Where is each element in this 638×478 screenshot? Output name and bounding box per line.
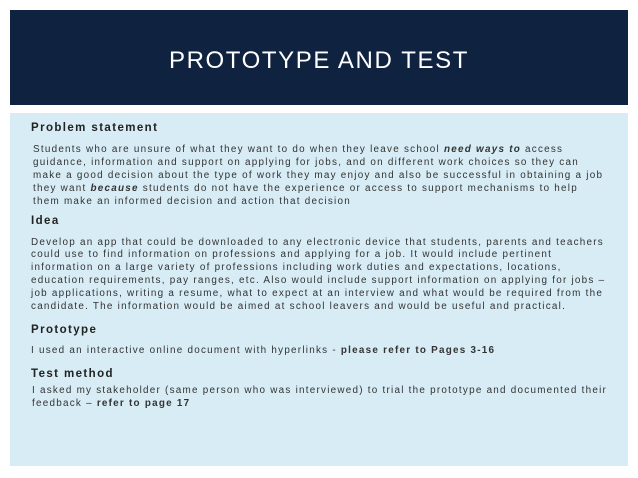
- idea-text: Develop an app that could be downloaded to any electronic device that students, parents and teachers could use to find information on professions and applying for a job. It would include pertinent information on a large variety of professions including work duties and expectations, locations, education requirements, pay ranges, etc. Also would include support information on applying for jobs – job applications, writing a resume, what to expect at an interview and what would be required from the candidate. The information would be aimed at school leavers and would be useful and practical.: [31, 236, 606, 313]
- test-method-text: [31, 385, 608, 411]
- prototype-text: [31, 345, 608, 358]
- problem-text-part-1: Students who are unsure of what they want to do when they leave school: [33, 144, 444, 155]
- page-title: PROTOTYPE AND TEST: [169, 46, 469, 74]
- test-method-text-body: I asked my stakeholder (same person who was interviewed) to trial the prototype and documented their feedback –: [32, 384, 608, 409]
- problem-statement-text: [31, 144, 608, 209]
- test-method-page-reference: refer to page 17: [96, 397, 191, 409]
- title-banner: [10, 10, 628, 105]
- prototype-text-body: I used an interactive online document with hyperlinks -: [31, 344, 341, 356]
- prototype-heading: Prototype: [31, 323, 98, 336]
- problem-emphasis-need-ways: need ways to: [444, 144, 522, 155]
- problem-text-part-3: students do not have the experience or access to support mechanisms to help them make an informed decision and action that decision: [33, 182, 578, 207]
- content-panel: [10, 113, 628, 466]
- problem-text-part-2: access guidance, information and support on applying for jobs, and on different work choices so they can make a good decision about the type of work they may enjoy and also be successful in obtaining a job they want: [33, 144, 604, 194]
- problem-emphasis-because: because: [90, 182, 139, 194]
- prototype-page-reference: please refer to Pages 3-16: [340, 344, 496, 356]
- idea-heading: Idea: [31, 214, 60, 227]
- test-method-heading: Test method: [31, 367, 114, 380]
- problem-statement-heading: Problem statement: [31, 122, 159, 134]
